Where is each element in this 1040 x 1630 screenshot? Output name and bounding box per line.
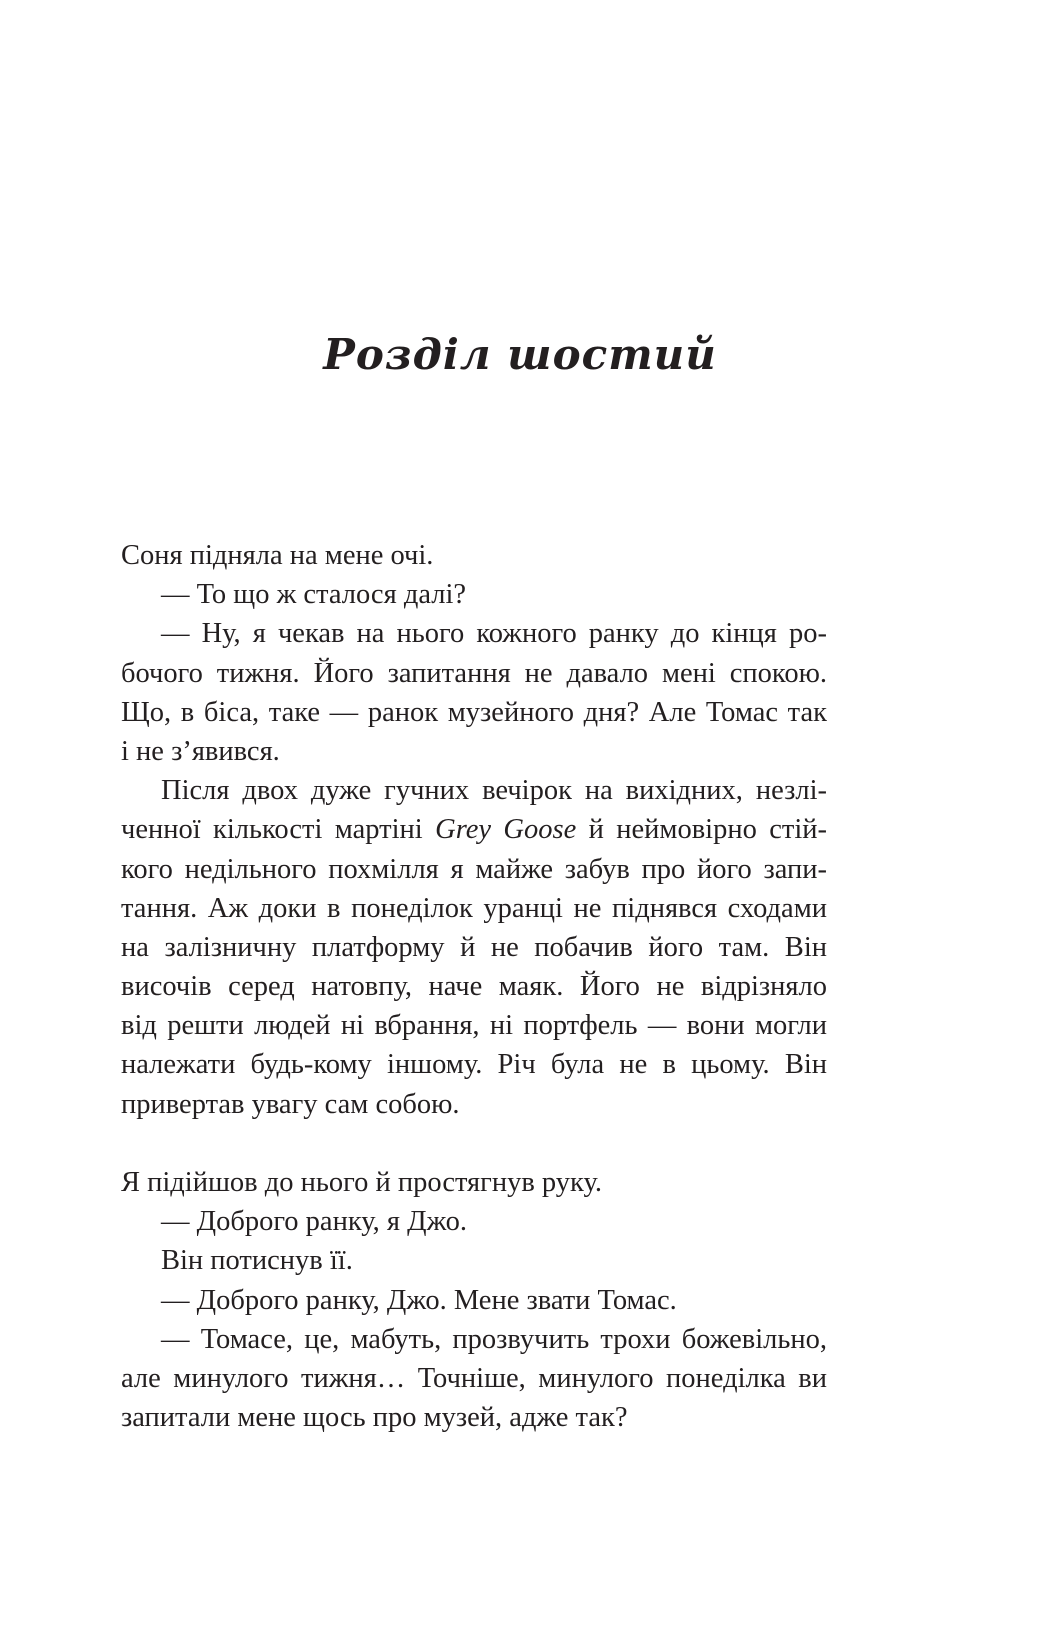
text-line: кого недільного похмілля я майже забув про його запи-	[121, 853, 827, 885]
text-line: бочого тижня. Його запитання не давало мені спокою.	[121, 657, 827, 689]
text-line: Що, в біса, таке — ранок музейного дня? Але Томас так	[121, 696, 827, 728]
paragraph-gap	[121, 1124, 827, 1163]
text-line: належати будь-кому іншому. Річ була не в цьому. Він	[121, 1049, 827, 1081]
text-line: — Томасе, це, мабуть, прозвучить трохи божевільно,	[161, 1323, 827, 1355]
text-line: і не з’явився.	[121, 735, 280, 767]
text-line: — Ну, я чекав на нього кожного ранку до кінця ро-	[161, 618, 827, 650]
text-line: від решти людей ні вбрання, ні портфель — вони могли	[121, 1010, 827, 1042]
chapter-title: Розділ шостий	[323, 330, 717, 379]
text-line: Після двох дуже гучних вечірок на вихідних, незлі-	[161, 775, 827, 807]
text-line: — Доброго ранку, Джо. Мене звати Томас.	[161, 1284, 677, 1316]
text-line: на залізничну платформу й не побачив його там. Він	[121, 931, 827, 963]
text-line: височів серед натовпу, наче маяк. Його не відрізняло	[121, 971, 827, 1003]
text-line	[121, 810, 827, 849]
text-line: привертав увагу сам собою.	[121, 1088, 460, 1120]
text-line: Я підійшов до нього й простягнув руку.	[121, 1167, 603, 1198]
text-span: ченної кількості мартіні	[121, 814, 436, 846]
text-line: — Доброго ранку, я Джо.	[161, 1206, 467, 1238]
text-line: тання. Аж доки в понеділок уранці не піднявся сходами	[121, 892, 827, 924]
text-line: запитали мене щось про музей, адже так?	[121, 1402, 628, 1434]
text-span: й неймовірно стій-	[576, 814, 827, 846]
page-body-text	[121, 536, 827, 1437]
text-line: Соня підняла на мене очі.	[121, 540, 434, 571]
italic-brand-name: Grey Goose	[435, 814, 577, 846]
text-line: Він потиснув її.	[161, 1245, 353, 1277]
text-line: — То що ж сталося далі?	[161, 579, 467, 611]
text-line: але минулого тижня… Точніше, минулого понеділка ви	[121, 1362, 827, 1394]
